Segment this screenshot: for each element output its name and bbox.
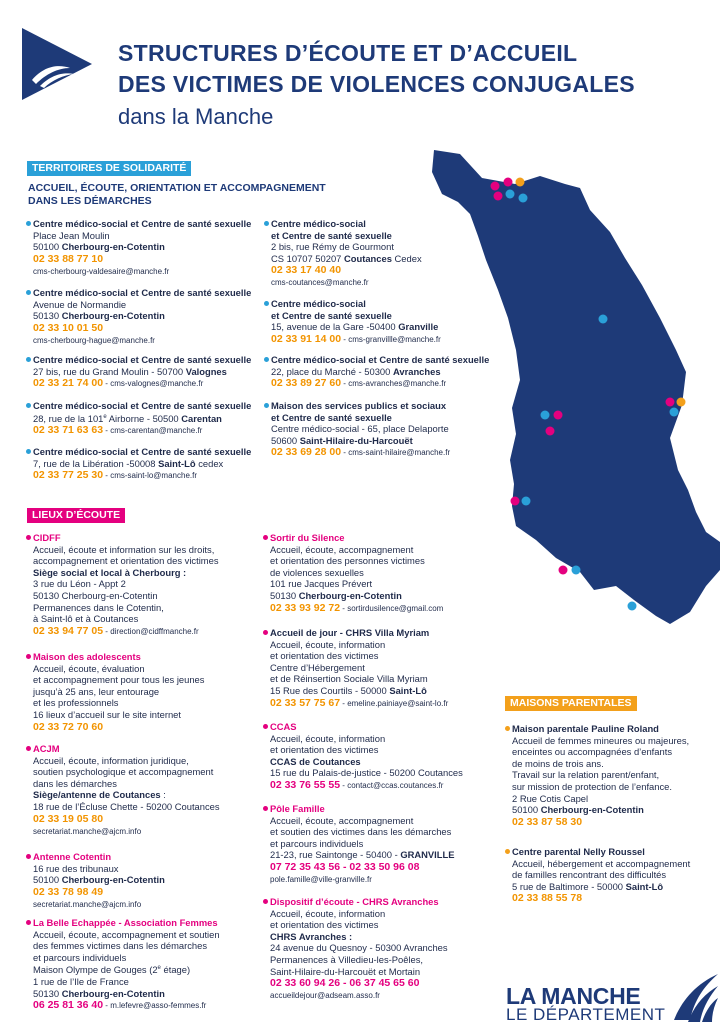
entry-line: sur mission de protection de l’enfance. bbox=[512, 780, 672, 792]
entry-email[interactable]: - m.lefevre@asso-femmes.fr bbox=[103, 1001, 207, 1011]
bullet-dot bbox=[264, 301, 269, 306]
entry-line: Permanences dans le Cotentin, bbox=[33, 601, 164, 613]
entry-email[interactable]: - contact@ccas.coutances.fr bbox=[340, 780, 444, 790]
entry-line: 1 rue de l’Ile de France bbox=[33, 976, 129, 988]
entry-line: Travail sur la relation parent/enfant, bbox=[512, 769, 660, 781]
entry-phone: 02 33 21 74 00 - cms-valognes@manche.fr bbox=[33, 377, 204, 390]
bullet-dot bbox=[263, 630, 268, 635]
ecoute-entry-maison-ado bbox=[33, 651, 273, 734]
bullet-dot bbox=[26, 290, 31, 295]
entry-address: Avenue de Normandie bbox=[33, 298, 127, 310]
entry-line: Accueil de femmes mineures ou majeures, bbox=[512, 734, 690, 746]
cms-entry-valognes bbox=[33, 354, 263, 390]
entry-name: Centre médico-social bbox=[271, 298, 501, 310]
entry-phone: 02 33 71 63 63 - cms-carentan@manche.fr bbox=[33, 424, 203, 437]
entry-phone: 02 33 91 14 00 - cms-granvillle@manche.fr bbox=[271, 332, 441, 345]
entry-line: Accueil, écoute, information bbox=[270, 907, 386, 919]
entry-name: Centre médico-social bbox=[271, 218, 501, 230]
page-title-line1: STRUCTURES D’ÉCOUTE ET D’ACCUEIL bbox=[118, 40, 578, 66]
entry-line: Accueil, écoute, évaluation bbox=[33, 662, 145, 674]
map-marker-blue bbox=[541, 411, 550, 420]
entry-line: Accueil, écoute, accompagnement bbox=[270, 543, 414, 555]
entry-email[interactable]: - cms-avranches@manche.fr bbox=[341, 379, 447, 389]
map-marker-pink bbox=[554, 411, 563, 420]
entry-line: Accueil, écoute, accompagnement et soutien bbox=[33, 928, 220, 940]
entry-email[interactable]: secretariat.manche@ajcm.info bbox=[33, 826, 142, 836]
entry-name: Centre médico-social et Centre de santé sexuelle bbox=[33, 446, 263, 458]
entry-line: Accueil, écoute, information bbox=[270, 638, 386, 650]
map-marker-blue bbox=[519, 194, 528, 203]
entry-phone: 02 33 10 01 50 bbox=[33, 321, 104, 334]
entry-name: Centre médico-social et Centre de santé sexuelle bbox=[33, 400, 263, 412]
territoires-heading bbox=[28, 182, 358, 208]
entry-name: Maison parentale Pauline Roland bbox=[512, 723, 717, 735]
entry-address: 22, place du Marché - 50300 Avranches bbox=[271, 365, 441, 377]
ecoute-entry-sortir-du-silence bbox=[270, 532, 505, 615]
bullet-dot bbox=[264, 357, 269, 362]
entry-line: 50100 Cherbourg-en-Cotentin bbox=[33, 874, 165, 886]
entry-line: 101 rue Jacques Prévert bbox=[270, 578, 373, 590]
entry-name: Maison des services publics et sociaux bbox=[271, 400, 501, 412]
manche-corner-logo bbox=[22, 28, 92, 100]
entry-name-line2: et Centre de santé sexuelle bbox=[271, 309, 392, 321]
entry-email[interactable]: cms-coutances@manche.fr bbox=[271, 278, 369, 288]
entry-line: 18 rue de l’Écluse Chette - 50200 Coutances bbox=[33, 800, 220, 812]
entry-phone: 06 25 81 36 40 - m.lefevre@asso-femmes.fr bbox=[33, 999, 207, 1012]
entry-line: Siège/antenne de Coutances : bbox=[33, 789, 166, 801]
entry-address: 2 bis, rue Rémy de Gourmont bbox=[271, 241, 394, 253]
entry-email[interactable]: - cms-valognes@manche.fr bbox=[103, 379, 204, 389]
entry-line: CCAS de Coutances bbox=[270, 755, 361, 767]
entry-line: et accompagnement pour tous les jeunes bbox=[33, 674, 205, 686]
cms-entry-cherbourg-valdesaire bbox=[33, 218, 263, 277]
entry-line: Accueil, hébergement et accompagnement bbox=[512, 857, 691, 869]
entry-line: dans les démarches bbox=[33, 777, 117, 789]
entry-phone: 02 33 88 77 10 bbox=[33, 252, 104, 265]
entry-phone: 02 33 93 92 72 - sortirdusilence@gmail.com bbox=[270, 601, 444, 614]
bullet-dot bbox=[26, 535, 31, 540]
entry-line: 50130 Cherbourg-en-Cotentin bbox=[33, 987, 165, 999]
entry-email[interactable]: - cms-saint-lo@manche.fr bbox=[103, 471, 197, 481]
entry-email[interactable]: - cms-granvillle@manche.fr bbox=[341, 334, 441, 344]
entry-email[interactable]: accueildejour@adseam.asso.fr bbox=[270, 991, 380, 1001]
entry-phone: 02 33 77 25 30 - cms-saint-lo@manche.fr bbox=[33, 469, 197, 482]
entry-name: Antenne Cotentin bbox=[33, 851, 273, 863]
entry-address: 15, avenue de la Gare -50400 Granville bbox=[271, 321, 439, 333]
entry-city: CS 10707 50207 Coutances Cedex bbox=[271, 252, 422, 264]
bullet-dot bbox=[263, 806, 268, 811]
entry-line: Accueil, écoute, accompagnement bbox=[270, 814, 414, 826]
entry-name-line2: et Centre de santé sexuelle bbox=[271, 411, 392, 423]
entry-address: Place Jean Moulin bbox=[33, 229, 110, 241]
bullet-dot bbox=[26, 403, 31, 408]
entry-phone: 02 33 78 98 49 bbox=[33, 885, 104, 898]
entry-name: CIDFF bbox=[33, 532, 273, 544]
entry-line: Saint-Hilaire-du-Harcouët et Mortain bbox=[270, 965, 421, 977]
map-marker-pink bbox=[666, 398, 675, 407]
map-marker-pink bbox=[511, 497, 520, 506]
entry-line: Accueil, écoute, information bbox=[270, 732, 386, 744]
entry-line: Maison Olympe de Gouges (2e étage) bbox=[33, 964, 191, 976]
entry-email[interactable]: cms-cherbourg-hague@manche.fr bbox=[33, 335, 155, 345]
entry-phone: 02 33 87 58 30 bbox=[512, 815, 583, 828]
entry-line: et soutien des victimes dans les démarches bbox=[270, 826, 452, 838]
ecoute-entry-villa-myriam bbox=[270, 627, 505, 710]
cms-entry-carentan bbox=[33, 400, 263, 437]
map-marker-blue bbox=[572, 566, 581, 575]
entry-line: Centre d’Hébergement bbox=[270, 661, 365, 673]
entry-name: Centre médico-social et Centre de santé sexuelle bbox=[33, 218, 263, 230]
entry-name: Centre médico-social et Centre de santé sexuelle bbox=[33, 354, 263, 366]
entry-line: et parcours individuels bbox=[270, 837, 364, 849]
entry-phone: 02 33 57 75 67 - emeline.painiaye@saint-lo.fr bbox=[270, 696, 449, 709]
entry-line: 50100 Cherbourg-en-Cotentin bbox=[512, 804, 644, 816]
section-band-lieux-ecoute: LIEUX D’ÉCOUTE bbox=[27, 508, 125, 523]
ecoute-entry-pole-famille bbox=[270, 803, 505, 886]
ecoute-entry-antenne-cotentin bbox=[33, 851, 273, 910]
section-band-territoires: TERRITOIRES DE SOLIDARITÉ bbox=[27, 161, 191, 176]
entry-name: Dispositif d’écoute - CHRS Avranches bbox=[270, 896, 505, 908]
entry-line: Accueil, écoute et information sur les droits, bbox=[33, 543, 215, 555]
manche-wing-logo-icon bbox=[672, 970, 720, 1024]
entry-line: et les professionnels bbox=[33, 697, 119, 709]
entry-line: 24 avenue du Quesnoy - 50300 Avranches bbox=[270, 942, 448, 954]
entry-phone: 02 33 60 94 26 - 06 37 45 65 60 bbox=[270, 977, 420, 990]
cms-entry-saint-lo bbox=[33, 446, 263, 482]
entry-email[interactable]: - direction@cidffmanche.fr bbox=[103, 626, 199, 636]
ecoute-entry-cidff bbox=[33, 532, 273, 638]
map-marker-blue bbox=[670, 408, 679, 417]
entry-line: et orientation des victimes bbox=[270, 919, 379, 931]
bullet-dot bbox=[26, 746, 31, 751]
entry-phone: 02 33 89 27 60 - cms-avranches@manche.fr bbox=[271, 377, 447, 390]
entry-line: des femmes victimes dans les démarches bbox=[33, 940, 208, 952]
bullet-dot bbox=[505, 726, 510, 731]
map-marker-blue bbox=[599, 315, 608, 324]
map-marker-pink bbox=[494, 192, 503, 201]
entry-email[interactable]: - sortirdusilence@gmail.com bbox=[340, 603, 444, 613]
entry-city: 50600 Saint-Hilaire-du-Harcouët bbox=[271, 434, 413, 446]
entry-line: et orientation des victimes bbox=[270, 650, 379, 662]
bullet-dot bbox=[505, 849, 510, 854]
entry-line: de familles rencontrant des difficultés bbox=[512, 869, 667, 881]
map-marker-orange bbox=[677, 398, 686, 407]
entry-address: Centre médico-social - 65, place Delaporte bbox=[271, 423, 449, 435]
entry-line: et de Réinsertion Sociale Villa Myriam bbox=[270, 673, 428, 685]
logo-le-departement: LE DÉPARTEMENT bbox=[506, 1005, 666, 1024]
entry-phone: 02 33 69 28 00 - cms-saint-hilaire@manche.fr bbox=[271, 446, 451, 459]
entry-line: de violences sexuelles bbox=[270, 566, 364, 578]
entry-name: Maison des adolescents bbox=[33, 651, 273, 663]
entry-email[interactable]: - emeline.painiaye@saint-lo.fr bbox=[340, 698, 449, 708]
entry-line: jusqu’à 25 ans, leur entourage bbox=[33, 685, 160, 697]
ecoute-entry-ccas bbox=[270, 721, 505, 792]
map-marker-pink bbox=[504, 178, 513, 187]
entry-line: 15 rue du Palais-de-justice - 50200 Coutances bbox=[270, 767, 463, 779]
territoires-heading-line1: ACCUEIL, ÉCOUTE, ORIENTATION ET ACCOMPAGNEMENT bbox=[28, 182, 326, 194]
entry-line: et orientation des personnes victimes bbox=[270, 555, 425, 567]
parentale-entry-nelly-roussel bbox=[512, 846, 717, 905]
entry-line: Accueil, écoute, information juridique, bbox=[33, 754, 189, 766]
map-marker-orange bbox=[516, 178, 525, 187]
bullet-dot bbox=[263, 899, 268, 904]
entry-line: 50130 Cherbourg-en-Cotentin bbox=[270, 589, 402, 601]
entry-line: 5 rue de Baltimore - 50000 Saint-Lô bbox=[512, 880, 664, 892]
bullet-dot bbox=[26, 449, 31, 454]
entry-email[interactable]: - cms-carentan@manche.fr bbox=[103, 426, 203, 436]
entry-email[interactable]: secretariat.manche@ajcm.info bbox=[33, 899, 142, 909]
entry-line: Permanences à Villedieu-les-Poêles, bbox=[270, 953, 424, 965]
map-marker-blue bbox=[628, 602, 637, 611]
entry-line: à Saint-lô et à Coutances bbox=[33, 613, 139, 625]
ecoute-entry-dispositif-avranches bbox=[270, 896, 505, 1002]
entry-phone: 02 33 94 77 05 - direction@cidffmanche.fr bbox=[33, 624, 199, 637]
bullet-dot bbox=[264, 221, 269, 226]
page-title-line2: DES VICTIMES DE VIOLENCES CONJUGALES bbox=[118, 71, 635, 97]
territoires-heading-line2: DANS LES DÉMARCHES bbox=[28, 195, 152, 207]
entry-line: CHRS Avranches : bbox=[270, 930, 353, 942]
entry-line: Siège social et local à Cherbourg : bbox=[33, 566, 187, 578]
bullet-dot bbox=[263, 535, 268, 540]
entry-name: CCAS bbox=[270, 721, 505, 733]
bullet-dot bbox=[26, 854, 31, 859]
section-band-maisons-parentales: MAISONS PARENTALES bbox=[505, 696, 637, 711]
entry-phone: 07 72 35 43 56 - 02 33 50 96 08 bbox=[270, 860, 420, 873]
entry-line: 16 lieux d’accueil sur le site internet bbox=[33, 708, 181, 720]
bullet-dot bbox=[264, 403, 269, 408]
entry-name: Sortir du Silence bbox=[270, 532, 505, 544]
entry-line: 21-23, rue Saintonge - 50400 - GRANVILLE bbox=[270, 849, 455, 861]
entry-phone: 02 33 72 70 60 bbox=[33, 720, 104, 733]
bullet-dot bbox=[26, 920, 31, 925]
entry-name: ACJM bbox=[33, 743, 273, 755]
bullet-dot bbox=[26, 221, 31, 226]
entry-line: 50130 Cherbourg-en-Cotentin bbox=[33, 589, 158, 601]
entry-line: 16 rue des tribunaux bbox=[33, 862, 119, 874]
map-marker-pink bbox=[559, 566, 568, 575]
entry-line: et orientation des victimes bbox=[270, 744, 379, 756]
entry-address: 7, rue de la Libération -50008 Saint-Lô cedex bbox=[33, 457, 224, 469]
entry-line: soutien psychologique et accompagnement bbox=[33, 766, 214, 778]
entry-name-line2: et Centre de santé sexuelle bbox=[271, 229, 392, 241]
entry-line: 3 rue du Léon - Appt 2 bbox=[33, 578, 126, 590]
ecoute-entry-belle-echappee bbox=[33, 917, 283, 1012]
logo-la-manche: LA MANCHE bbox=[506, 983, 641, 1009]
bullet-dot bbox=[26, 357, 31, 362]
entry-name: Centre parental Nelly Roussel bbox=[512, 846, 717, 858]
bullet-dot bbox=[263, 724, 268, 729]
map-marker-pink bbox=[491, 182, 500, 191]
page-subtitle: dans la Manche bbox=[118, 104, 274, 129]
entry-name: La Belle Echappée - Association Femmes bbox=[33, 917, 283, 929]
entry-line: 15 Rue des Courtils - 50000 Saint-Lô bbox=[270, 684, 427, 696]
entry-city: 50100 Cherbourg-en-Cotentin bbox=[33, 241, 165, 253]
ecoute-entry-acjm bbox=[33, 743, 273, 837]
entry-name: Accueil de jour - CHRS Villa Myriam bbox=[270, 627, 505, 639]
entry-email[interactable]: pole.famille@ville-granville.fr bbox=[270, 874, 372, 884]
bullet-dot bbox=[26, 654, 31, 659]
entry-line: enceintes ou accompagnées d’enfants bbox=[512, 746, 673, 758]
entry-name: Centre médico-social et Centre de santé sexuelle bbox=[33, 287, 263, 299]
entry-phone: 02 33 17 40 40 bbox=[271, 264, 342, 277]
cms-entry-cherbourg-hague bbox=[33, 287, 263, 346]
entry-phone: 02 33 88 55 78 bbox=[512, 892, 583, 905]
entry-name: Pôle Famille bbox=[270, 803, 505, 815]
map-marker-blue bbox=[522, 497, 531, 506]
entry-email[interactable]: cms-cherbourg-valdesaire@manche.fr bbox=[33, 266, 170, 276]
entry-name: Centre médico-social et Centre de santé sexuelle bbox=[271, 354, 521, 366]
entry-phone: 02 33 19 05 80 bbox=[33, 812, 104, 825]
entry-line: de moins de trois ans. bbox=[512, 757, 604, 769]
entry-line: et parcours individuels bbox=[33, 951, 127, 963]
entry-phone: 02 33 76 55 55 - contact@ccas.coutances.fr bbox=[270, 778, 444, 791]
entry-line: accompagnement et orientation des victimes bbox=[33, 555, 219, 567]
entry-city: 50130 Cherbourg-en-Cotentin bbox=[33, 310, 165, 322]
entry-address: 27 bis, rue du Grand Moulin - 50700 Valognes bbox=[33, 365, 227, 377]
entry-address: 28, rue de la 101e Airborne - 50500 Carentan bbox=[33, 412, 222, 424]
entry-line: 2 Rue Cotis Capel bbox=[512, 792, 589, 804]
map-marker-pink bbox=[546, 427, 555, 436]
parentale-entry-pauline-roland bbox=[512, 723, 717, 829]
map-marker-blue bbox=[506, 190, 515, 199]
entry-email[interactable]: - cms-saint-hilaire@manche.fr bbox=[341, 448, 451, 458]
